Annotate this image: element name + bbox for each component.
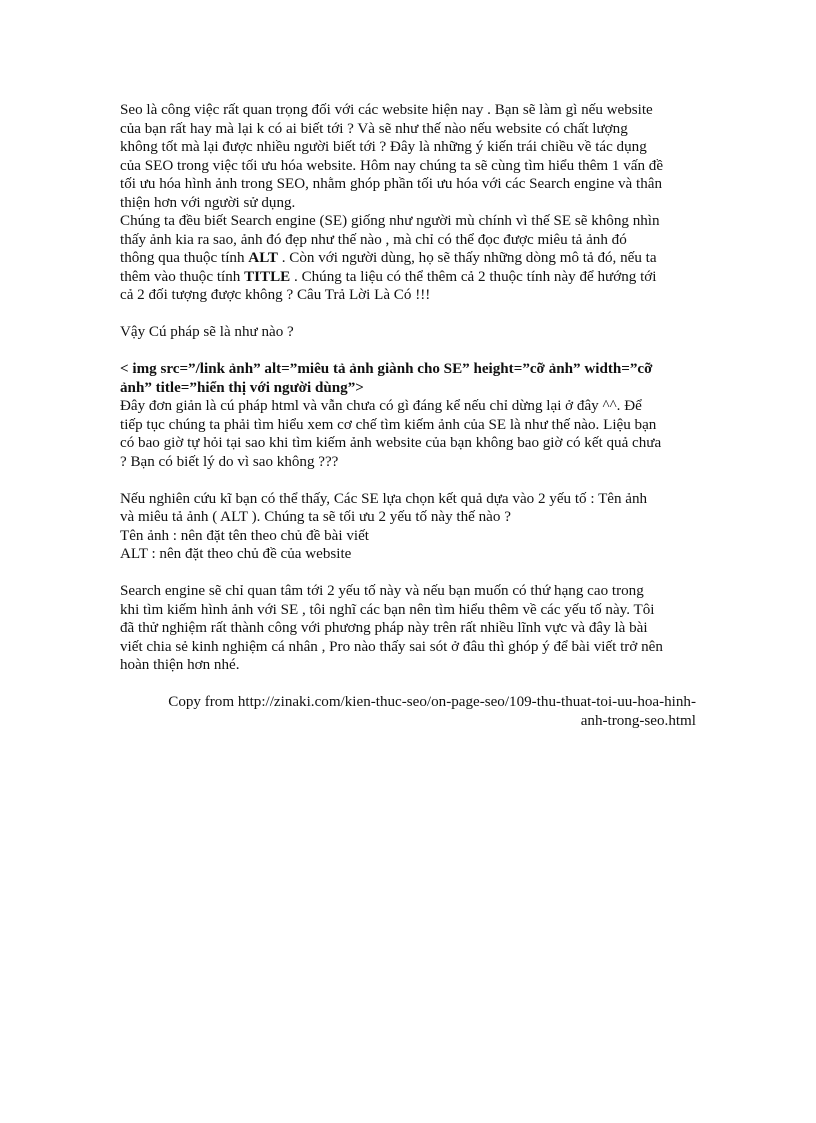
- text-line: [120, 249, 700, 268]
- text-line: Tên ảnh : nên đặt tên theo chủ đề bài viết: [120, 527, 369, 544]
- text-line: và miêu tả ảnh ( ALT ). Chúng ta sẽ tối ưu 2 yếu tố này thế nào ?: [120, 509, 511, 525]
- code-snippet: [120, 360, 700, 397]
- text-line: tối ưu hóa hình ảnh trong SEO, nhằm ghóp phần tối ưu hóa với các Search engine và thân: [120, 176, 663, 192]
- text-line: ALT : nên đặt theo chủ đề của website: [120, 546, 352, 562]
- text-line: đã thử nghiệm rất thành công với phương pháp này trên rất nhiều lĩnh vực và đây là bài: [120, 620, 648, 636]
- text-line: không tốt mà lại được nhiều người biết tới ? Đây là những ý kiến trái chiều về tác dụng: [120, 139, 647, 155]
- text-line: hoàn thiện hơn nhé.: [120, 657, 240, 673]
- source-line: Copy from http://zinaki.com/kien-thuc-seo/on-page-seo/109-thu-thuat-toi-uu-hoa-hinh-: [168, 694, 696, 710]
- paragraph-gap: [120, 305, 700, 324]
- paragraph-gap: [120, 342, 700, 361]
- text-line: ? Bạn có biết lý do vì sao không ???: [120, 453, 339, 470]
- alt-attribute-label: ALT: [248, 250, 278, 266]
- source-line: anh-trong-seo.html: [580, 712, 696, 729]
- text-line: Nếu nghiên cứu kĩ bạn có thể thấy, Các SE lựa chọn kết quả dựa vào 2 yếu tố : Tên ảnh: [120, 490, 648, 507]
- text-span: . Chúng ta liệu có thể thêm cả 2 thuộc tính này để hướng tới: [290, 268, 657, 285]
- text-line: thấy ảnh kia ra sao, ảnh đó đẹp như thế nào , mà chỉ có thể đọc được miêu tả ảnh đó: [120, 231, 627, 248]
- text-line: của SEO trong việc tối ưu hóa website. Hôm nay chúng ta sẽ cùng tìm hiểu thêm 1 vấn đề: [120, 157, 664, 174]
- text-line: Search engine sẽ chỉ quan tâm tới 2 yếu tố này và nếu bạn muốn có thứ hạng cao trong: [120, 583, 644, 599]
- paragraph-gap: [120, 675, 700, 694]
- text-line: Chúng ta đều biết Search engine (SE) giống như người mù chính vì thế SE sẽ không nhìn: [120, 213, 660, 229]
- text-span: . Còn với người dùng, họ sẽ thấy những dòng mô tả đó, nếu ta: [277, 250, 657, 266]
- search-engine-paragraph: [120, 212, 700, 305]
- source-citation: [120, 693, 700, 730]
- paragraph-gap: [120, 471, 700, 490]
- title-attribute-label: TITLE: [244, 268, 291, 285]
- text-line: có bao giờ tự hỏi tại sao khi tìm kiếm ảnh website của bạn không bao giờ có kết quả chưa: [120, 435, 662, 451]
- paragraph-gap: [120, 564, 700, 583]
- text-line: tiếp tục chúng ta phải tìm hiểu xem cơ chế tìm kiếm ảnh của SE là như thế nào. Liệu bạn: [120, 416, 657, 433]
- text-line: Seo là công việc rất quan trọng đối với các website hiện nay . Bạn sẽ làm gì nếu website: [120, 102, 653, 118]
- text-line: khi tìm kiếm hình ảnh với SE , tôi nghĩ các bạn nên tìm hiểu thêm về các yếu tố này. Tôi: [120, 601, 655, 618]
- syntax-question: Vậy Cú pháp sẽ là như nào ?: [120, 324, 294, 340]
- conclusion-paragraph: [120, 582, 700, 675]
- text-span: thêm vào thuộc tính: [120, 268, 245, 285]
- text-line: của bạn rất hay mà lại k có ai biết tới ? Và sẽ như thế nào nếu website có chất lượng: [120, 120, 628, 137]
- code-line: < img src=”/link ảnh” alt=”miêu tả ảnh giành cho SE” height=”cỡ ảnh” width=”cỡ: [120, 361, 653, 377]
- text-span: thông qua thuộc tính: [120, 250, 249, 266]
- text-line: Đây đơn giản là cú pháp html và vẫn chưa có gì đáng kể nếu chỉ dừng lại ở đây ^^. Để: [120, 398, 642, 414]
- factors-paragraph: [120, 490, 700, 564]
- text-line: thiện hơn với người sử dụng.: [120, 194, 296, 211]
- document-body: [120, 101, 700, 730]
- explanation-paragraph: [120, 397, 700, 471]
- intro-paragraph: [120, 101, 700, 212]
- text-line: viết chia sẻ kinh nghiệm cá nhân , Pro nào thấy sai sót ở đâu thì ghóp ý để bài viết trở nên: [120, 638, 663, 655]
- code-line: ảnh” title=”hiển thị với người dùng”>: [120, 379, 364, 396]
- text-line: [120, 268, 700, 287]
- text-line: cả 2 đối tượng được không ? Câu Trả Lời Là Có !!!: [120, 287, 431, 303]
